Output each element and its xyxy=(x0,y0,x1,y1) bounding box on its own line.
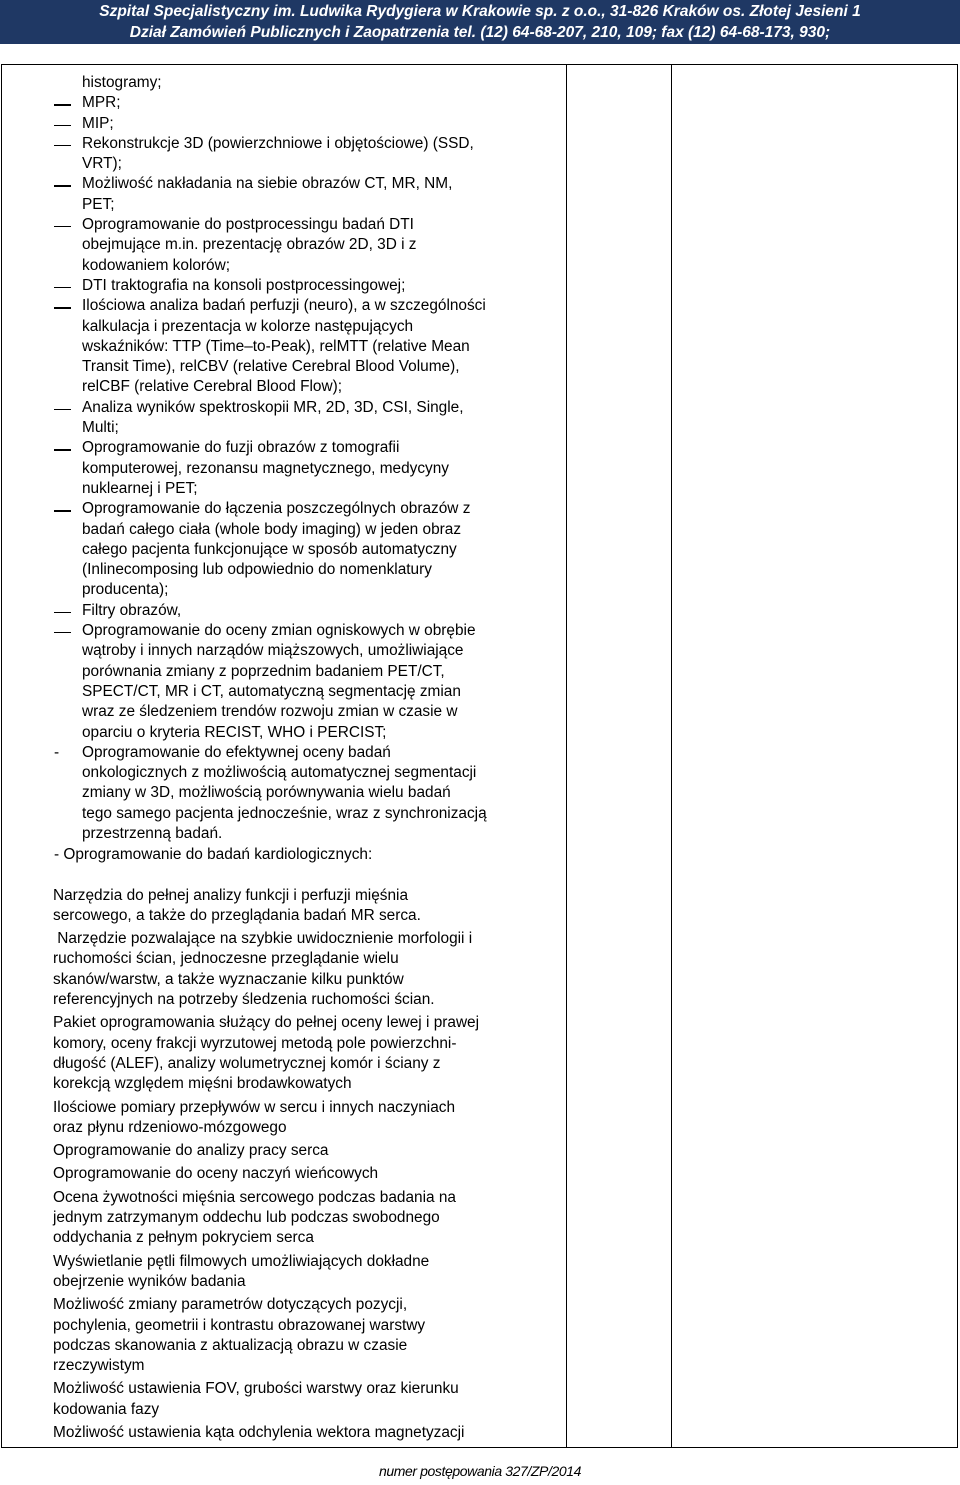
paragraph-line: Możliwość ustawienia FOV, grubości warstwy oraz kierunku xyxy=(53,1380,459,1398)
list-item xyxy=(2,174,530,215)
hyphen-marker: - xyxy=(54,743,60,761)
list-item-line: DTI traktografia na konsoli postprocessingowej; xyxy=(82,276,406,294)
list-item xyxy=(2,134,530,175)
paragraph-line: oddychania z pełnym pokryciem serca xyxy=(53,1229,314,1247)
list-item-line: Oprogramowanie do oceny zmian ogniskowych w obrębie xyxy=(82,622,476,640)
list-item-line: Rekonstrukcje 3D (powierzchniowe i objętościowe) (SSD, xyxy=(82,134,474,152)
hyphen-item-line: przestrzenną badań. xyxy=(82,824,223,842)
paragraph-line: długość (ALEF), analizy wolumetrycznej komór i ściany z xyxy=(53,1054,441,1072)
list-item xyxy=(2,215,530,276)
paragraph xyxy=(53,929,553,1010)
paragraph-line: Wyświetlanie pętli filmowych umożliwiających dokładne xyxy=(53,1252,430,1270)
paragraph-line: sercowego, a także do przeglądania badań MR serca. xyxy=(53,906,421,924)
paragraph xyxy=(53,1013,553,1094)
list-item xyxy=(2,114,530,134)
paragraph-line: jednym zatrzymanym oddechu lub podczas swobodnego xyxy=(53,1209,440,1227)
list-item-line: Możliwość nakładania na siebie obrazów CT, MR, NM, xyxy=(82,175,453,193)
list-item-line: Transit Time), relCBV (relative Cerebral Blood Volume), xyxy=(82,358,460,376)
list-item-line: Oprogramowanie do postprocessingu badań DTI xyxy=(82,216,414,234)
cardiology-paragraphs xyxy=(2,886,553,1444)
paragraph-line: Możliwość ustawienia kąta odchylenia wektora magnetyzacji xyxy=(53,1424,465,1441)
header-line-1: Szpital Specjalistyczny im. Ludwika Rydygiera w Krakowie sp. z o.o., 31-826 Kraków os. Złotej Jesieni 1 xyxy=(99,3,861,20)
list-item-line: kodowaniem kolorów; xyxy=(82,256,230,274)
paragraph-line: Oprogramowanie do analizy pracy serca xyxy=(53,1142,329,1160)
list-item-line: Oprogramowanie do fuzji obrazów z tomografii xyxy=(82,439,400,457)
list-item-line: Multi; xyxy=(82,419,119,437)
table-row xyxy=(2,65,958,1448)
list-item-line: VRT); xyxy=(82,155,122,173)
paragraph-line: podczas skanowania z aktualizacją obrazu w czasie xyxy=(53,1336,408,1354)
paragraph-line: referencyjnych na potrzeby śledzenia ruchomości ścian. xyxy=(53,991,435,1009)
list-item xyxy=(2,398,530,439)
list-item-line: MPR; xyxy=(82,94,121,112)
paragraph-line: skanów/warstw, a także wyznaczanie kilku punktów xyxy=(53,970,404,988)
list-item-line: Oprogramowanie do łączenia poszczególnych obrazów z xyxy=(82,500,471,518)
hyphen-item xyxy=(2,743,562,844)
list-item xyxy=(2,276,530,296)
cell-content xyxy=(2,65,566,1443)
list-item-line: relCBF (relative Cerebral Blood Flow); xyxy=(82,378,343,396)
feature-list xyxy=(2,65,566,743)
paragraph-line: komory, oceny frakcji wyrzutowej metodą pole powierzchni- xyxy=(53,1034,457,1052)
paragraph-line: Ocena żywotności mięśnia sercowego podczas badania na xyxy=(53,1188,456,1206)
paragraph-line: Możliwość zmiany parametrów dotyczących pozycji, xyxy=(53,1296,408,1314)
list-item xyxy=(2,621,530,743)
paragraph-line: rzeczywistym xyxy=(53,1357,145,1375)
description-cell xyxy=(2,65,567,1448)
paragraph xyxy=(53,1164,553,1184)
paragraph-line: Ilościowe pomiary przepływów w sercu i innych naczyniach xyxy=(53,1098,456,1116)
list-item-line: nuklearnej i PET; xyxy=(82,479,198,497)
list-item-line: Analiza wyników spektroskopii MR, 2D, 3D, CSI, Single, xyxy=(82,398,464,416)
paragraph xyxy=(53,886,553,927)
list-item-line: wraz ze śledzeniem trendów rozwoju zmian w czasie w xyxy=(82,703,458,721)
paragraph-line: kodowania fazy xyxy=(53,1400,160,1418)
paragraph-line: korekcją względem mięśni brodawkowatych xyxy=(53,1075,352,1093)
hyphen-item-line: Oprogramowanie do efektywnej oceny badań xyxy=(82,743,391,761)
list-item-line: komputerowej, rezonansu magnetycznego, medycyny xyxy=(82,459,450,477)
list-item-line: Filtry obrazów, xyxy=(82,601,182,619)
paragraph-line: Narzędzie pozwalające na szybkie uwidocznienie morfologii i xyxy=(53,930,473,948)
list-item-line: (Inlinecomposing lub odpowiednio do nomenklatury xyxy=(82,561,432,579)
list-item-line: wskaźników: TTP (Time–to-Peak), relMTT (relative Mean xyxy=(82,337,470,355)
hyphen-item-text xyxy=(82,743,562,844)
list-item-line: oparciu o kryteria RECIST, WHO i PERCIST; xyxy=(82,723,387,741)
paragraph-line: Oprogramowanie do oceny naczyń wieńcowych xyxy=(53,1165,379,1183)
list-item-line: badań całego ciała (whole body imaging) w jeden obraz xyxy=(82,520,462,538)
paragraph-line: Pakiet oprogramowania służący do pełnej oceny lewej i prawej xyxy=(53,1014,480,1032)
list-item xyxy=(2,73,530,93)
list-item-line: MIP; xyxy=(82,114,114,132)
paragraph xyxy=(53,1379,553,1420)
list-item-line: producenta); xyxy=(82,581,169,599)
paragraph xyxy=(53,1141,553,1161)
paragraph-line: pochylenia, geometrii i kontrastu obrazowanej warstwy xyxy=(53,1316,426,1334)
list-item-line: Ilościowa analiza badań perfuzji (neuro), a w szczególności xyxy=(82,297,486,315)
header-line-2: Dział Zamówień Publicznych i Zaopatrzenia tel. (12) 64-68-207, 210, 109; fax (12) 64-68-173, 930; xyxy=(129,24,831,41)
list-item xyxy=(2,438,530,499)
paragraph xyxy=(53,1252,553,1293)
hyphen-item-line: onkologicznych z możliwością automatycznej segmentacji xyxy=(82,764,477,782)
kardio-heading: - Oprogramowanie do badań kardiologicznych: xyxy=(54,846,373,864)
list-item xyxy=(2,93,530,113)
paragraph-line: obejrzenie wyników badania xyxy=(53,1272,246,1290)
value-cell xyxy=(567,65,672,1448)
list-item-line: porównania zmiany z poprzednim badaniem PET/CT, xyxy=(82,662,445,680)
hyphen-item-line: tego samego pacjenta jednocześnie, wraz z synchronizacją xyxy=(82,804,487,822)
specification-table xyxy=(1,64,958,1448)
list-item-line: histogramy; xyxy=(82,74,162,91)
document-header xyxy=(0,0,960,44)
list-item-line: PET; xyxy=(82,195,115,213)
list-item-line: SPECT/CT, MR i CT, automatyczną segmentację zmian xyxy=(82,682,461,700)
paragraph-line: ruchomości ścian, jednoczesne przeglądanie wielu xyxy=(53,950,399,968)
offer-cell xyxy=(672,65,958,1448)
paragraph xyxy=(53,1423,553,1443)
paragraph xyxy=(53,1098,553,1139)
list-item-line: obejmujące m.in. prezentację obrazów 2D, 3D i z xyxy=(82,236,417,254)
paragraph xyxy=(53,1188,553,1249)
footer-case-number: numer postępowania 327/ZP/2014 xyxy=(378,1463,582,1479)
list-item xyxy=(2,601,530,621)
paragraph xyxy=(53,1295,553,1376)
list-item xyxy=(2,499,530,600)
list-item-line: wątroby i innych narządów miąższowych, umożliwiające xyxy=(82,642,464,660)
list-item xyxy=(2,296,530,397)
list-item-line: kalkulacja i prezentacja w kolorze następujących xyxy=(82,317,414,335)
paragraph-line: Narzędzia do pełnej analizy funkcji i perfuzji mięśnia xyxy=(53,886,409,904)
hyphen-item-line: zmiany w 3D, możliwością porównywania wielu badań xyxy=(82,784,451,802)
paragraph-line: oraz płynu rdzeniowo-mózgowego xyxy=(53,1118,287,1136)
list-item-line: całego pacjenta funkcjonujące w sposób automatyczny xyxy=(82,540,457,558)
